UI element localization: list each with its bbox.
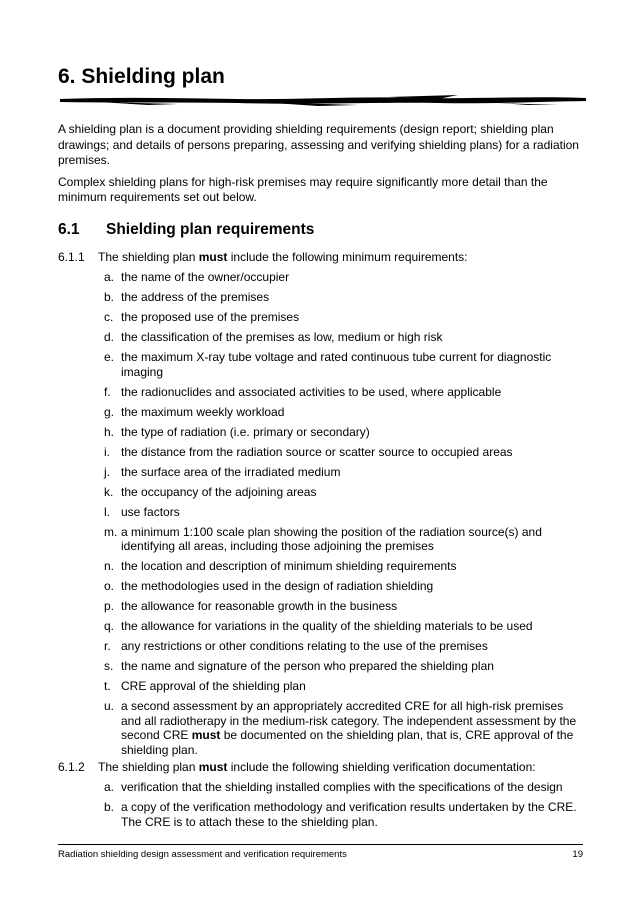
list-item <box>104 445 580 460</box>
item-text: be documented on the shielding plan, that is, CRE approval of the shielding plan. <box>121 728 574 757</box>
section-title: Shielding plan requirements <box>106 221 315 238</box>
list-item <box>104 385 580 400</box>
item-letter: r. <box>104 639 111 653</box>
item-text: a minimum 1:100 scale plan showing the position of the radiation source(s) and identifying all areas, including those adjoining the premises <box>121 524 542 553</box>
item-text: the type of radiation (i.e. primary or secondary) <box>121 424 370 439</box>
item-text: the name of the owner/occupier <box>121 270 290 284</box>
clause-text-part: The shielding plan <box>98 760 199 774</box>
clause-6-1-2 <box>58 760 583 776</box>
item-letter: d. <box>104 330 115 344</box>
item-text: any restrictions or other conditions relating to the use of the premises <box>121 639 488 653</box>
chapter-heading: 6. Shielding plan <box>58 65 225 88</box>
item-letter: u. <box>104 699 115 713</box>
list-item <box>104 425 580 440</box>
item-text: the distance from the radiation source or scatter source to occupied areas <box>121 444 513 459</box>
section-heading <box>58 220 314 240</box>
list-item <box>104 659 580 674</box>
item-letter: t. <box>104 679 111 693</box>
verification-list <box>104 780 580 835</box>
item-letter: m. <box>104 524 118 539</box>
intro-paragraph: A shielding plan is a document providing shielding requirements (design report; shielding plan drawings; and details of persons preparing, assessing and verifying shielding plans) for a radiation premises. <box>58 122 579 167</box>
clause-6-1-1 <box>58 250 583 266</box>
item-letter: s. <box>104 659 114 673</box>
item-text: the address of the premises <box>121 290 270 304</box>
item-letter: b. <box>104 290 115 304</box>
item-text: the name and signature of the person who prepared the shielding plan <box>121 659 494 673</box>
item-text: the surface area of the irradiated medium <box>121 464 341 479</box>
heading-underline-brushstroke <box>58 93 588 107</box>
list-item <box>104 485 580 500</box>
item-letter: a. <box>104 780 115 794</box>
list-item <box>104 465 580 480</box>
clause-number: 6.1.2 <box>58 760 85 774</box>
page-footer <box>58 849 583 861</box>
item-letter: i. <box>104 444 110 459</box>
item-text: the proposed use of the premises <box>121 310 300 324</box>
list-item <box>104 639 580 654</box>
item-letter: b. <box>104 800 115 814</box>
item-text: the maximum X-ray tube voltage and rated continuous tube current for diagnostic imaging <box>121 350 552 379</box>
item-text: the methodologies used in the design of radiation shielding <box>121 579 434 593</box>
clause-text-part: include the following shielding verification documentation: <box>227 760 536 774</box>
item-text: the classification of the premises as low, medium or high risk <box>121 330 443 344</box>
list-item <box>104 505 580 520</box>
item-text: CRE approval of the shielding plan <box>121 679 306 693</box>
item-text: the occupancy of the adjoining areas <box>121 484 317 499</box>
item-letter: h. <box>104 424 115 439</box>
list-item <box>104 270 580 285</box>
list-item <box>104 559 580 574</box>
item-text: a copy of the verification methodology and verification results undertaken by the CRE. The CRE is to attach these to the shielding plan. <box>121 800 577 829</box>
clause-text-part: include the following minimum requirements: <box>227 250 468 264</box>
item-letter: q. <box>104 619 115 633</box>
item-letter: f. <box>104 384 111 399</box>
item-text: use factors <box>121 504 180 519</box>
footer-title: Radiation shielding design assessment and verification requirements <box>58 849 347 860</box>
list-item <box>104 310 580 325</box>
item-text: the radionuclides and associated activities to be used, where applicable <box>121 384 502 399</box>
list-item <box>104 699 580 757</box>
list-item <box>104 679 580 694</box>
list-item <box>104 330 580 345</box>
item-letter: g. <box>104 404 115 419</box>
list-item <box>104 290 580 305</box>
item-letter: c. <box>104 310 114 324</box>
item-letter: p. <box>104 599 115 613</box>
footer-divider <box>58 844 583 845</box>
item-text: the allowance for variations in the quality of the shielding materials to be used <box>121 619 533 633</box>
list-item <box>104 599 580 614</box>
list-item <box>104 525 580 554</box>
clause-number: 6.1.1 <box>58 250 85 264</box>
list-item <box>104 800 580 829</box>
clause-emphasis: must <box>198 250 228 264</box>
item-text: the maximum weekly workload <box>121 404 285 419</box>
item-text: verification that the shielding installed complies with the specifications of the design <box>121 780 563 794</box>
requirements-list <box>104 270 580 763</box>
clause-text <box>98 250 583 266</box>
intro-paragraph: Complex shielding plans for high-risk premises may require significantly more detail than the minimum requirements set out below. <box>58 174 548 204</box>
list-item <box>104 405 580 420</box>
item-letter: l. <box>104 504 110 519</box>
list-item <box>104 619 580 634</box>
list-item <box>104 350 580 379</box>
item-text: a second assessment by an appropriately accredited CRE for all high-risk premises and all radiotherapy in the medium-risk category. The independent assessment by the second CRE <box>121 699 577 742</box>
item-text: the allowance for reasonable growth in the business <box>121 599 398 613</box>
item-letter: e. <box>104 350 115 364</box>
clause-text <box>98 760 583 776</box>
intro-text <box>58 122 583 212</box>
item-letter: j. <box>104 464 110 479</box>
section-number: 6.1 <box>58 221 80 238</box>
page-number: 19 <box>572 849 583 860</box>
item-letter: a. <box>104 270 115 284</box>
item-emphasis: must <box>191 728 221 742</box>
list-item <box>104 579 580 594</box>
clause-emphasis: must <box>198 760 228 774</box>
item-letter: n. <box>104 559 115 573</box>
list-item <box>104 780 580 795</box>
item-text: the location and description of minimum shielding requirements <box>121 559 457 573</box>
item-letter: k. <box>104 484 114 499</box>
clause-text-part: The shielding plan <box>98 250 199 264</box>
item-letter: o. <box>104 579 115 593</box>
